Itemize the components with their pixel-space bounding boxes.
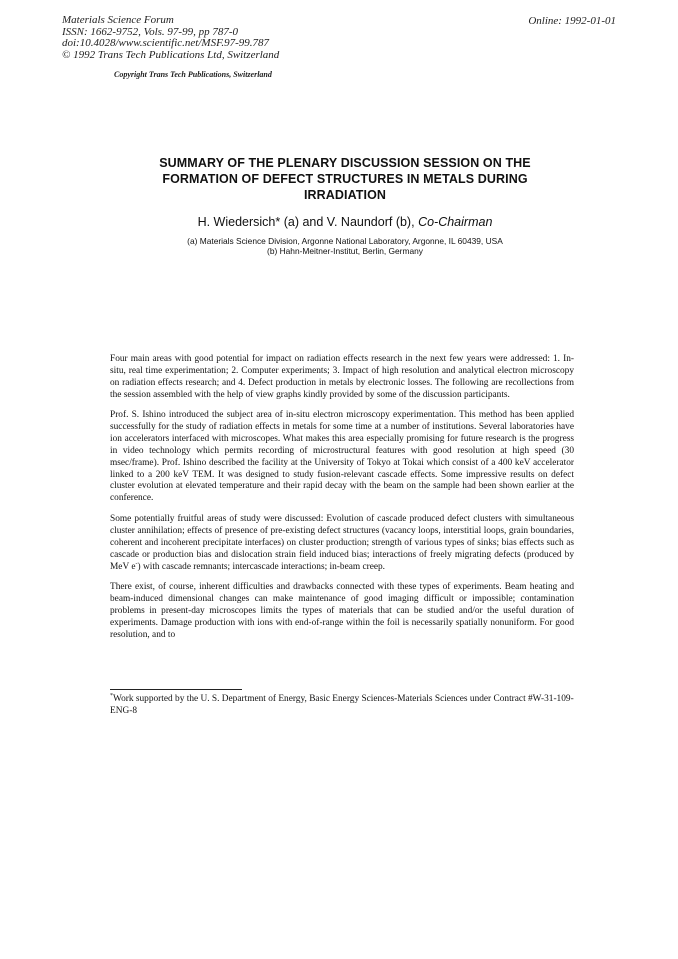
copyright-note: Copyright Trans Tech Publications, Switzerland (114, 70, 272, 79)
footnote-divider (110, 689, 242, 690)
paragraph-2: Prof. S. Ishino introduced the subject area of in-situ electron microscopy experimentation. This method has been applied successfully for the study of radiation effects in metals for some time at a number of institutions. Several laboratories have ion accelerators interfaced with microscopes. What makes this area especially promising for future research is the progress in video technology which permits recording of microstructural features with good resolution at high speed (30 msec/frame). Prof. Ishino described the facility at the University of Tokyo at Tokai which consist of a 400 keV accelerator linked to a 200 keV TEM. It was designed to study fusion-relevant cascade effects. Some impressive results on defect cluster evolution at elevated temperature and their rapid decay with the beam on the sample had been shown earlier at the conference. (110, 410, 574, 504)
affiliation-a: (a) Materials Science Division, Argonne National Laboratory, Argonne, IL 60439, USA (187, 236, 503, 246)
title-line-2: FORMATION OF DEFECT STRUCTURES IN METALS DURING (162, 172, 528, 186)
journal-header (62, 15, 392, 61)
online-date: Online: 1992-01-01 (528, 15, 616, 27)
paragraph-3-part-2: ) with cascade remnants; intercascade interactions; in-beam creep. (137, 561, 386, 572)
paragraph-4: There exist, of course, inherent difficulties and drawbacks connected with these types of experiments. Beam heating and beam-induced dimensional changes can make maintenance of good imaging difficult or impossible; contamination problems in present-day microscopes limits the types of materials that can be studied and/or the useful duration of experiments. Damage production with ions with end-of-range within the foil is necessarily spatially nonuniform. For good resolution, and to (110, 582, 574, 640)
title-line-1: SUMMARY OF THE PLENARY DISCUSSION SESSION ON THE (159, 156, 531, 170)
affiliation-b: (b) Hahn-Meitner-Institut, Berlin, Germany (267, 246, 423, 256)
footnote (110, 694, 574, 718)
journal-copyright: © 1992 Trans Tech Publications Ltd, Switzerland (62, 48, 280, 61)
author-role: Co-Chairman (418, 215, 493, 229)
author-names: H. Wiedersich* (a) and V. Naundorf (b), (197, 215, 415, 229)
author-line (110, 215, 580, 229)
title-line-3: IRRADIATION (303, 188, 387, 202)
paragraph-1: Four main areas with good potential for impact on radiation effects research in the next few years were addressed: 1. In-situ, real time experimentation; 2. Computer experiments; 3. Impact of high resolution and analytical electron microscopy on radiation effects research; and 4. Defect production in metals by electronic losses. The following are recollections from the session assembled with the help of view graphs kindly provided by some of the discussion participants. (110, 354, 574, 400)
journal-name: Materials Science Forum (62, 14, 174, 26)
footnote-mark: * (110, 692, 113, 699)
journal-doi[interactable]: doi:10.4028/www.scientific.net/MSF.97-99.787 (62, 37, 270, 49)
paragraph-3 (110, 514, 574, 573)
footnote-text: Work supported by the U. S. Department of Energy, Basic Energy Sciences-Materials Sciences under Contract #W-31-109-ENG-8 (110, 694, 574, 716)
body-text (110, 354, 574, 651)
paragraph-3-part-1: Some potentially fruitful areas of study were discussed: Evolution of cascade produced defect clusters with simultaneous cluster annihilation; effects of presence of pre-existing defect structures (vacancy loops, interstitial loops, grain boundaries, coherent and incoherent precipitate interfaces) on cluster production; strength of various types of sinks; bias effects such as cascade or production bias and dislocation strain field induced bias; interactions of freely migrating defects (produced by MeV e (110, 514, 574, 572)
journal-issn: ISSN: 1662-9752, Vols. 97-99, pp 787-0 (62, 25, 238, 38)
paper-title (110, 155, 580, 203)
electron-superscript: - (135, 560, 138, 567)
